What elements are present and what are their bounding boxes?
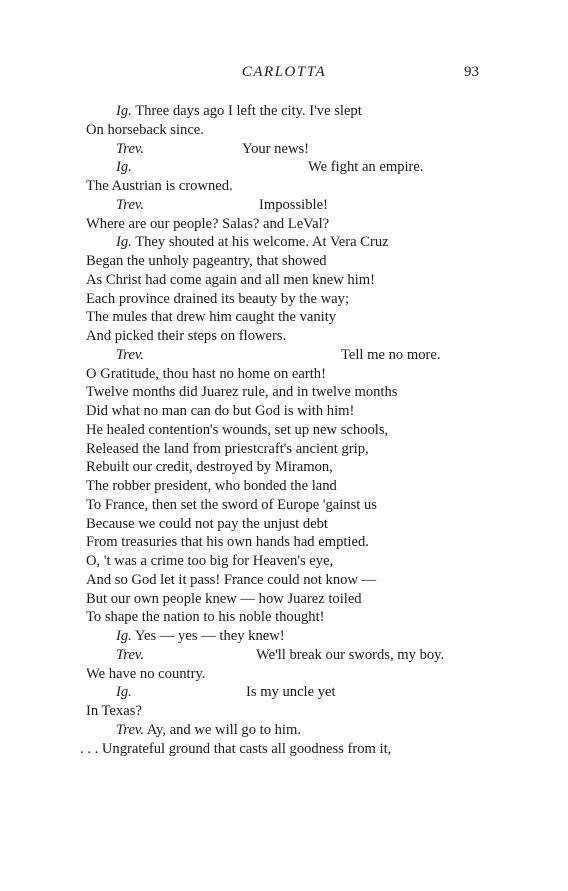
running-title: CARLOTTA (241, 64, 327, 80)
verse-line (86, 308, 506, 327)
line-continuation: Tell me no more. (341, 346, 441, 363)
speaker-name: Ig. (116, 159, 132, 176)
running-head (0, 64, 568, 84)
speaker-name: Trev. (116, 196, 144, 213)
verse-line (86, 552, 506, 571)
line-text: He healed contention's wounds, set up new schools, (86, 421, 389, 438)
line-text: Twelve months did Juarez rule, and in twelve months (86, 384, 398, 401)
page-number: 93 (464, 64, 479, 80)
verse-line (86, 158, 506, 177)
line-text: Released the land from priestcraft's ancient grip, (86, 440, 369, 457)
line-text: Ay, and we will go to him. (143, 721, 301, 738)
line-text: Where are our people? Salas? and LeVal? (86, 215, 330, 232)
verse-line (86, 721, 506, 740)
line-text: Each province drained its beauty by the way; (86, 290, 350, 307)
speaker-name: Trev. (116, 646, 144, 663)
verse-line (86, 252, 506, 271)
line-text: To France, then set the sword of Europe 'gainst us (86, 496, 377, 513)
verse-line (86, 683, 506, 702)
verse-line (86, 496, 506, 515)
verse-line (86, 477, 506, 496)
verse-line (80, 740, 506, 759)
line-text: O Gratitude, thou hast no home on earth! (86, 365, 326, 382)
verse-body (80, 102, 506, 758)
verse-line (86, 665, 506, 684)
line-text: Three days ago I left the city. I've slept (131, 103, 362, 119)
verse-line (86, 271, 506, 290)
line-text: . . . Ungrateful ground that casts all goodness from it, (80, 740, 392, 757)
speaker-name: Ig. (116, 628, 132, 644)
line-text: The Austrian is crowned. (86, 178, 233, 194)
verse-line (86, 196, 506, 215)
line-continuation: Your news! (242, 140, 310, 157)
line-continuation: Is my uncle yet (246, 684, 336, 701)
line-text: Did what no man can do but God is with him! (86, 403, 355, 419)
verse-line (86, 702, 506, 721)
verse-line (86, 458, 506, 477)
verse-line (86, 533, 506, 552)
line-text: They shouted at his welcome. At Vera Cruz (131, 234, 389, 251)
line-text: As Christ had come again and all men knew him! (86, 271, 375, 288)
verse-line (86, 215, 506, 234)
line-text: The robber president, who bonded the land (86, 478, 337, 494)
line-text: And picked their steps on flowers. (86, 328, 287, 344)
line-text: In Texas? (86, 703, 142, 719)
verse-line (86, 627, 506, 646)
line-text: Began the unholy pageantry, that showed (86, 253, 327, 269)
line-continuation: We fight an empire. (308, 159, 424, 176)
speaker-name: Ig. (116, 103, 132, 119)
verse-line (86, 140, 506, 159)
line-text: Yes — yes — they knew! (131, 628, 285, 644)
verse-line (86, 102, 506, 121)
verse-line (86, 233, 506, 252)
line-continuation: Impossible! (259, 196, 328, 213)
verse-line (86, 290, 506, 309)
verse-line (86, 177, 506, 196)
verse-line (86, 365, 506, 384)
line-text: Because we could not pay the unjust debt (86, 515, 328, 532)
line-text: And so God let it pass! France could not know — (86, 571, 377, 588)
verse-line (86, 590, 506, 609)
verse-line (86, 383, 506, 402)
line-text: O, 't was a crime too big for Heaven's eye, (86, 553, 334, 569)
verse-line (86, 646, 506, 665)
speaker-name: Ig. (116, 684, 132, 701)
line-text: To shape the nation to his noble thought! (86, 609, 325, 626)
verse-line (86, 327, 506, 346)
speaker-name: Trev. (116, 140, 144, 157)
verse-line (86, 121, 506, 140)
verse-line (86, 515, 506, 534)
line-text: On horseback since. (86, 121, 204, 138)
speaker-name: Ig. (116, 234, 132, 251)
verse-line (86, 402, 506, 421)
line-text: The mules that drew him caught the vanity (86, 309, 337, 326)
verse-line (86, 346, 506, 365)
verse-line (86, 440, 506, 459)
speaker-name: Trev. (116, 721, 144, 738)
line-continuation: We'll break our swords, my boy. (256, 646, 445, 663)
line-text: But our own people knew — how Juarez toiled (86, 590, 362, 607)
verse-line (86, 421, 506, 440)
line-text: From treasuries that his own hands had emptied. (86, 534, 369, 551)
line-text: Rebuilt our credit, destroyed by Miramon, (86, 459, 333, 476)
verse-line (86, 608, 506, 627)
speaker-name: Trev. (116, 346, 144, 363)
verse-line (86, 571, 506, 590)
line-text: We have no country. (86, 665, 206, 682)
